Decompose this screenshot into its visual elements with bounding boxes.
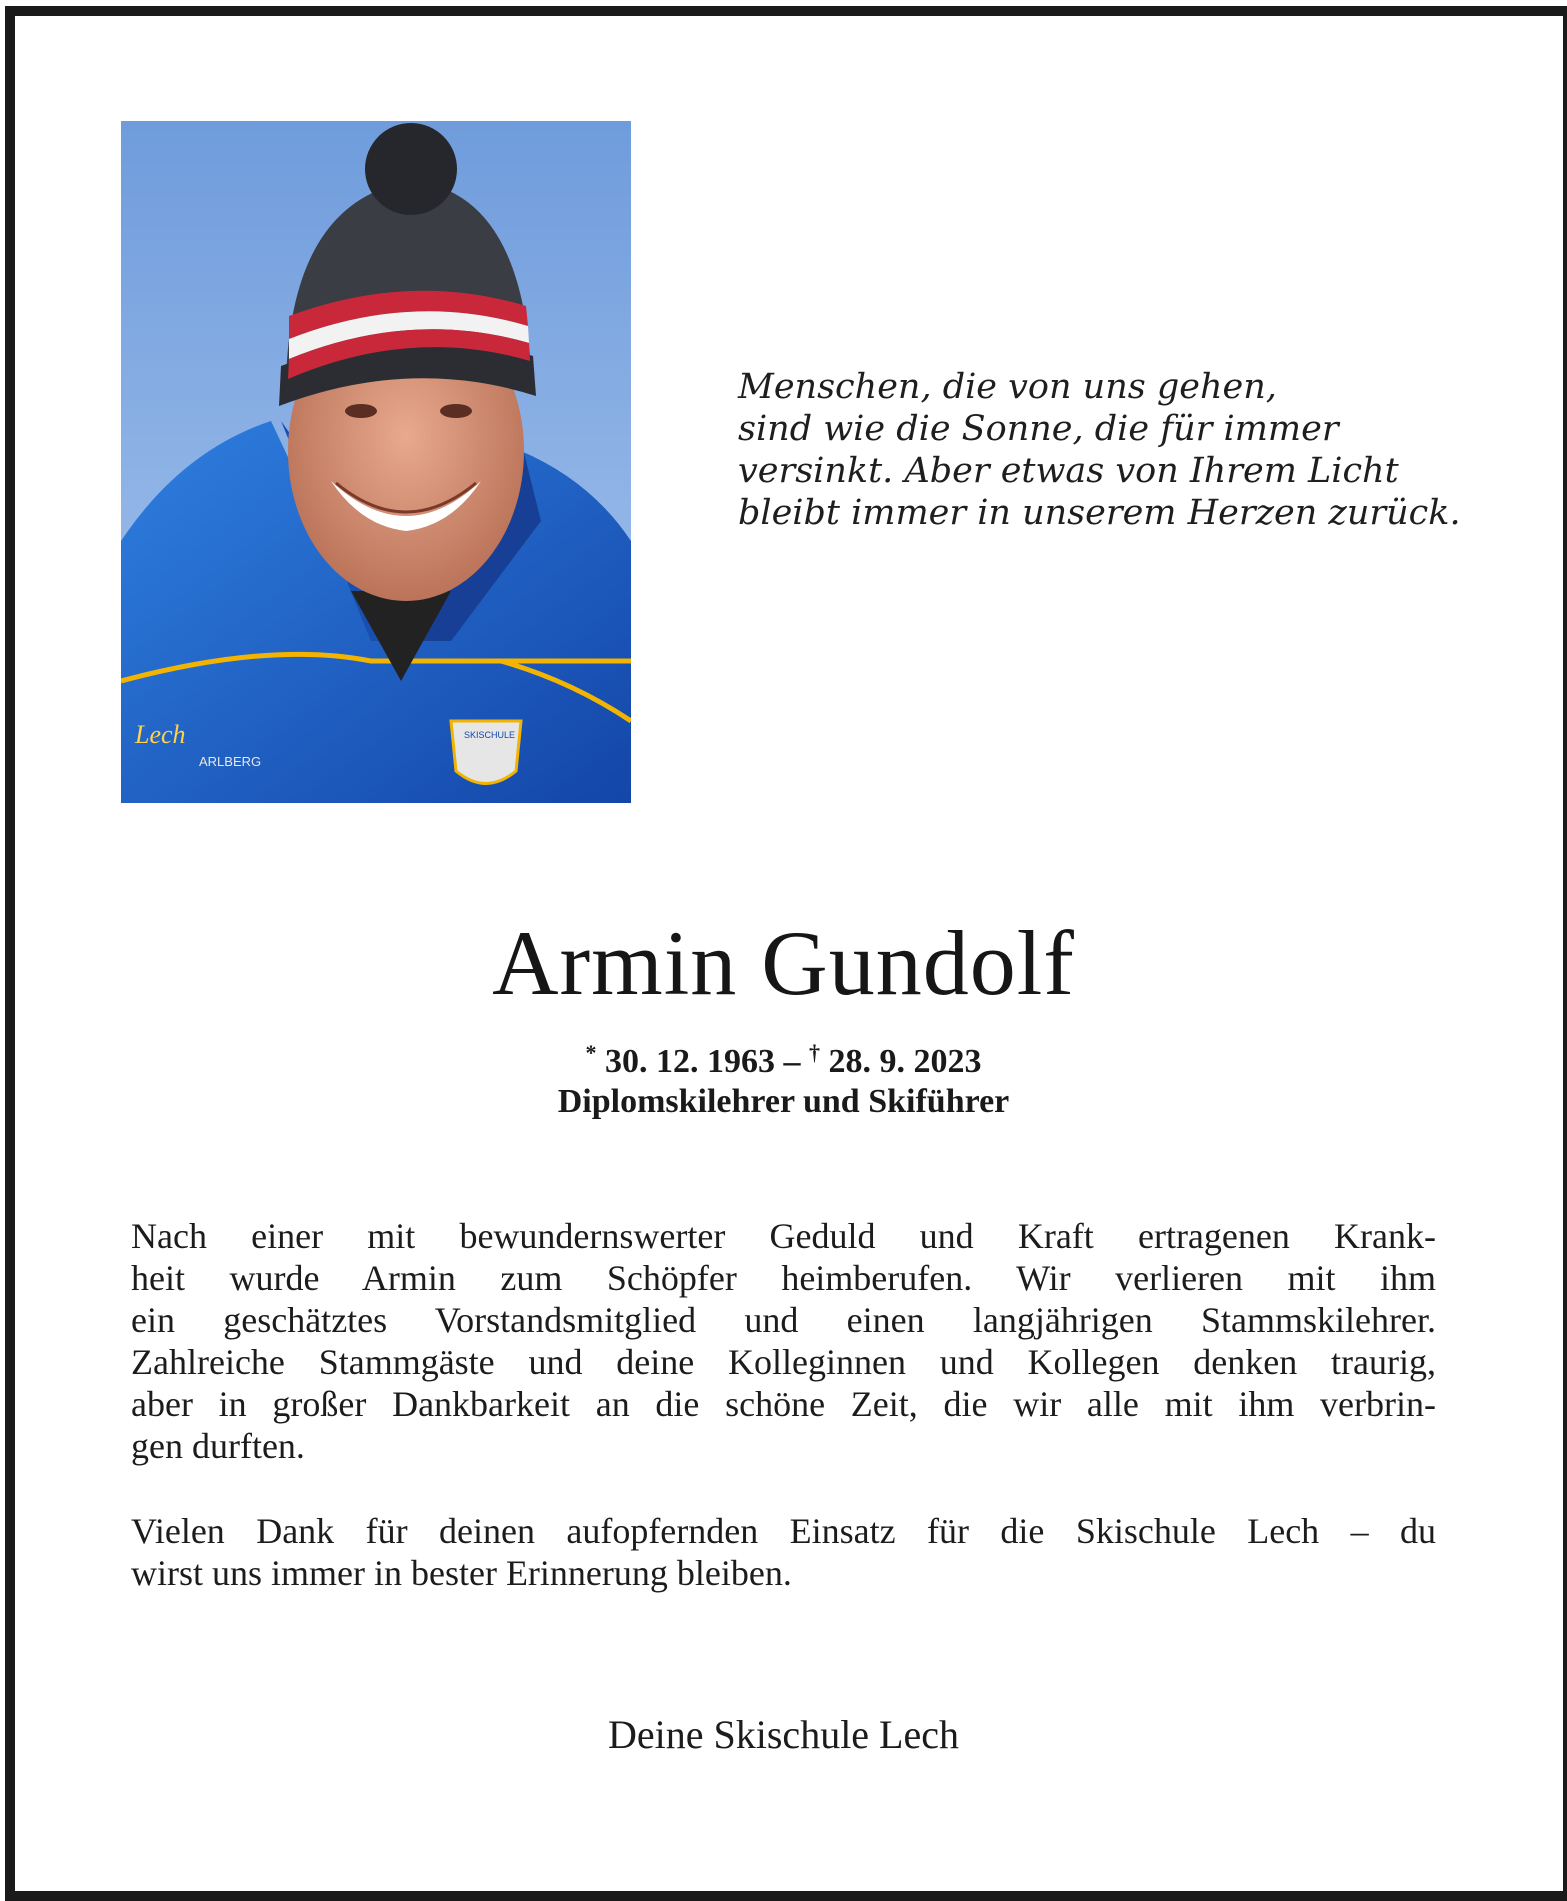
signature: Deine Skischule Lech bbox=[608, 1712, 959, 1757]
deceased-name: Armin Gundolf bbox=[492, 912, 1075, 1014]
date-separator: – bbox=[783, 1043, 801, 1080]
quote-line: sind wie die Sonne, die für immer bbox=[738, 409, 1339, 449]
jacket-arlberg-text: ARLBERG bbox=[199, 754, 262, 769]
quote-line: bleibt immer in unserem Herzen zurück. bbox=[738, 493, 1461, 533]
quote-line: Menschen, die von uns gehen, bbox=[738, 367, 1277, 407]
birth-date: 30. 12. 1963 bbox=[605, 1043, 775, 1080]
life-dates bbox=[0, 1040, 1567, 1081]
death-symbol: † bbox=[809, 1040, 820, 1065]
paragraph-line: Nach einer mit bewundernswerter Geduld und Kraft ertragenen Krank- bbox=[131, 1216, 1436, 1256]
badge-text: SKISCHULE bbox=[464, 730, 516, 740]
jacket-lech-text: Lech bbox=[135, 720, 186, 749]
hat-pompom bbox=[365, 123, 457, 215]
body-paragraph-2 bbox=[131, 1510, 1436, 1594]
paragraph-line: Zahlreiche Stammgäste und deine Kolleginnen und Kollegen denken traurig, bbox=[131, 1342, 1436, 1382]
quote bbox=[738, 366, 1461, 534]
paragraph-line: heit wurde Armin zum Schöpfer heimberufen. Wir verlieren mit ihm bbox=[131, 1258, 1436, 1298]
birth-symbol: * bbox=[585, 1040, 597, 1065]
death-date: 28. 9. 2023 bbox=[828, 1043, 982, 1080]
paragraph-line: wirst uns immer in bester Erinnerung bleiben. bbox=[131, 1553, 792, 1593]
portrait-photo bbox=[121, 121, 631, 803]
paragraph-line: aber in großer Dankbarkeit an die schöne Zeit, die wir alle mit ihm verbrin- bbox=[131, 1384, 1436, 1424]
body-paragraph-1 bbox=[131, 1215, 1436, 1467]
quote-line: versinkt. Aber etwas von Ihrem Licht bbox=[738, 451, 1399, 491]
paragraph-line: Vielen Dank für deinen aufopfernden Einsatz für die Skischule Lech – du bbox=[131, 1511, 1436, 1551]
profession: Diplomskilehrer und Skiführer bbox=[557, 1083, 1010, 1120]
paragraph-line: ein geschätztes Vorstandsmitglied und einen langjährigen Stammskilehrer. bbox=[131, 1300, 1436, 1340]
paragraph-line: gen durften. bbox=[131, 1426, 305, 1466]
